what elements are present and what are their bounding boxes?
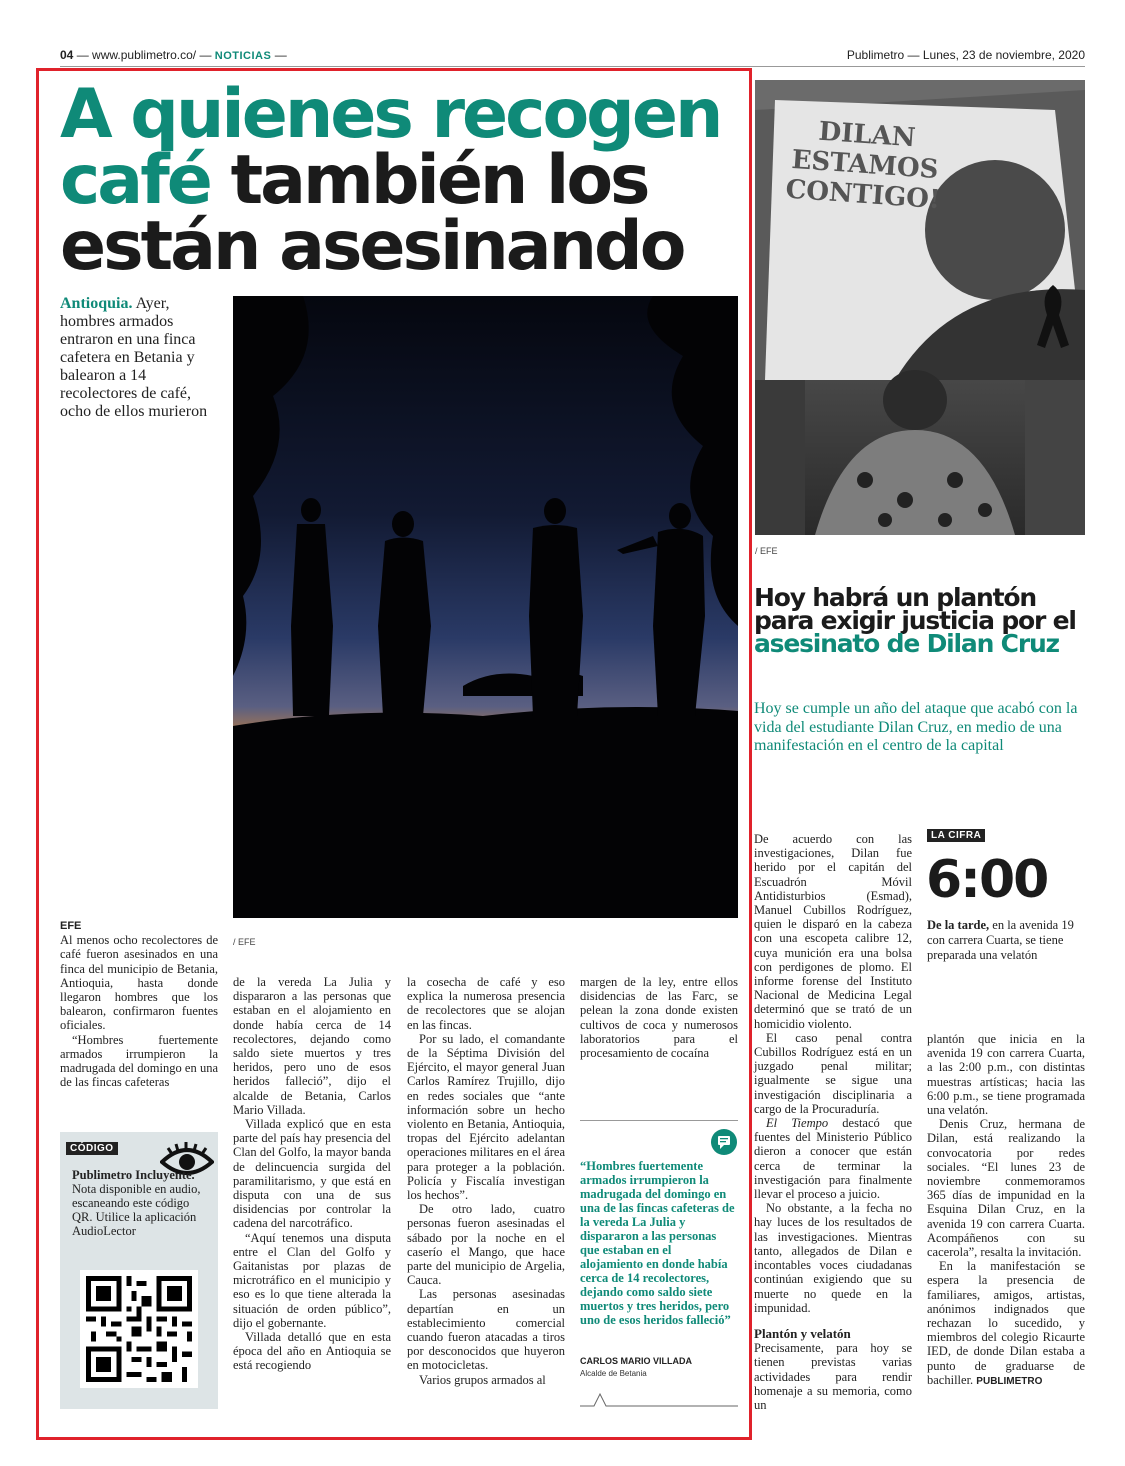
quote-author: CARLOS MARIO VILLADA [580, 1356, 692, 1366]
qr-code-icon[interactable] [80, 1270, 198, 1388]
headline-rest: también los están asesinando [60, 141, 684, 286]
silhouettes-photo [233, 296, 738, 918]
quote-bubble-icon [710, 1128, 738, 1156]
article-col-3: la cosecha de café y eso explica la numerosa presencia de recolectores que se alojan en las fincas. Por su lado, el comandante de la Séptima División del Ejército, el mayor general Juan Carlos Ramírez Trujillo, dijo en redes sociales que “ante información sobre un hecho violento en Betania, Antioquia, tropas del Ejército adelantan operaciones militares en el área para proteger a la población. Policía y Fiscalía investigan los hechos”. De otro lado, cuatro personas fueron asesinadas el sábado por la noche en el caserío el Mango, que hace parte del municipio de Argelia, Cauca. Las personas asesinadas departían en un establecimiento comercial cuando fueron atacadas a tiros por desconocidos que huyeron en motocicletas. Varios grupos armados al [407, 975, 565, 1387]
header-date: Publimetro — Lunes, 23 de noviembre, 2020 [846, 48, 1085, 62]
protest-photo [755, 80, 1085, 535]
main-headline [60, 75, 740, 286]
cifra-text: De la tarde, en la avenida 19 con carrera Cuarta, se tiene preparada una velatón [927, 918, 1074, 962]
side-subtitle: Hoy se cumple un año del ataque que acabó con la vida del estudiante Dilan Cruz, en medio de una manifestación en el centro de la capital [754, 700, 1078, 754]
pull-quote: “Hombres fuertemente armados irrumpieron la madrugada del domingo en una de las fincas cafeteras de la vereda La Julia y dispararon a las personas que estaban en el alojamiento en donde había cerca de 14 recolectores, dejando como saldo siete muertos y tres heridos, pero uno de esos heridos falleció” [580, 1159, 735, 1327]
page-number: 04 [60, 48, 74, 62]
cifra-tag: LA CIFRA [927, 829, 985, 842]
quote-end-rule [580, 1392, 738, 1408]
header-left: 04 — www.publimetro.co/ — NOTICIAS — [60, 48, 287, 62]
site-url[interactable]: www.publimetro.co/ [92, 48, 197, 62]
qr-pattern [86, 1276, 192, 1382]
main-photo [233, 296, 738, 918]
quote-author-role: Alcalde de Betania [580, 1369, 647, 1378]
qr-tag: CÓDIGO [66, 1142, 118, 1155]
sign-text: DILAN ESTAMOS CONTIGO! [784, 116, 942, 216]
header-rule [60, 66, 1085, 67]
lead-text: Ayer, hombres armados entraron en una finca cafetera en Betania y balearon a 14 recolectores de café, ocho de ellos murieron [60, 295, 208, 420]
cifra-number: 6:00 [926, 850, 1048, 910]
side-subhead: Plantón y velatón [754, 1325, 851, 1341]
qr-brand: Publimetro Incluyente. [72, 1168, 195, 1182]
qr-text: Publimetro Incluyente. Nota disponible en audio, escaneando este código QR. Utilice la aplicación AudioLector [72, 1168, 201, 1238]
article-col-1: EFE Al menos ocho recolectores de café fueron asesinados en una finca del municipio de Betania, Antioquia, hasta donde llegaron hombres que los balearon, confirmaron fuentes oficiales. “Hombres fuertemente armados irrumpieron la madrugada del domingo en una de las fincas cafeteras [60, 920, 218, 1090]
side-signature: PUBLIMETRO [976, 1375, 1043, 1387]
side-col-2: plantón que inicia en la avenida 19 con carrera Cuarta, a las 2:00 p.m., con distintas muestras artísticas; hacia las 6:00 p.m., se tiene programada una velatón. Denis Cruz, hermana de Dilan, está realizando la convocatoria por redes sociales. “El lunes 23 de noviembre conmemoramos 365 días de impunidad en la Esquina Dilan Cruz, en la avenida 19 con carrera Cuarta. Acompáñenos con su cacerola”, resalta la invitación. En la manifestación se espera la presencia de familiares, amigos, artistas, anónimos indignados que rechazan lo sucedido, y miembros del colegio Ricaurte IED, de donde Dilan estaba a punto de graduarse de bachiller. PUBLIMETRO [927, 1032, 1085, 1387]
photo-credit: / EFE [233, 937, 256, 947]
page-header [60, 48, 1085, 66]
quote-rule [580, 1120, 738, 1121]
article-byline: EFE [60, 920, 82, 932]
article-col-4: margen de la ley, entre ellos disidencias de las Farc, se pelean la zona donde existen cultivos de coca y numerosos laboratorios para el procesamiento de cocaína [580, 975, 738, 1061]
audio-qr-box [60, 1132, 218, 1409]
section-label: NOTICIAS [214, 50, 272, 62]
side-col-1: De acuerdo con las investigaciones, Dilan fue herido por el capitán del Escuadrón Móvil Antidisturbios (Esmad), Manuel Cubillos Rodríguez, quien le disparó en la cabeza con una escopeta calibre 12, cuya munición era una bolsa con perdigones de plomo. El informe forense del Instituto Nacional de Medicina Legal determinó que se trató de un homicidio violento. El caso penal contra Cubillos Rodríguez está en un juzgado penal militar; igualmente se sigue una investigación disciplinaria a cargo de la Procuraduría. El Tiempo destacó que fuentes del Ministerio Público dieron a conocer que están cerca de terminar la investigación para finalmente llevar el proceso a juicio. No obstante, a la fecha no hay luces de los resultados de las investigaciones. Mientras tanto, allegados de Dilan e incontables voces ciudadanas continúan exigiendo que su muerte no quede en la impunidad. Plantón y velatón Precisamente, para hoy se tienen previstas varias actividades para rendir homenaje a su memoria, como un [754, 832, 913, 1412]
article-col-2: de la vereda La Julia y dispararon a las personas que estaban en el alojamiento en donde había cerca de 14 recolectores, dejando como saldo siete muertos y tres heridos, pero uno de esos heridos falleció”, dijo el alcalde de Betania, Carlos Mario Villada. Villada explicó que en esta parte del país hay presencia del Clan del Golfo, la mayor banda de delincuencia surgida del paramilitarismo, y que está en disputa con una de sus disidencias por controlar la cadena del narcotráfico. “Aquí tenemos una disputa entre el Clan del Golfo y Gaitanistas por plazas de microtráfico en el municipio y eso es lo que tiene alterada la situación de orden público”, dijo el gobernante. Villada detalló que en esta época del año en Antioquia se está recogiendo [233, 975, 391, 1373]
lead-kicker: Antioquia. [60, 295, 133, 312]
lead-paragraph [60, 295, 220, 421]
side-headline: Hoy habrá un plantón para exigir justicia por el asesinato de Dilan Cruz [754, 583, 1076, 658]
headline-highlight: A quienes recogen café [60, 75, 721, 220]
side-photo-credit: / EFE [755, 546, 778, 556]
